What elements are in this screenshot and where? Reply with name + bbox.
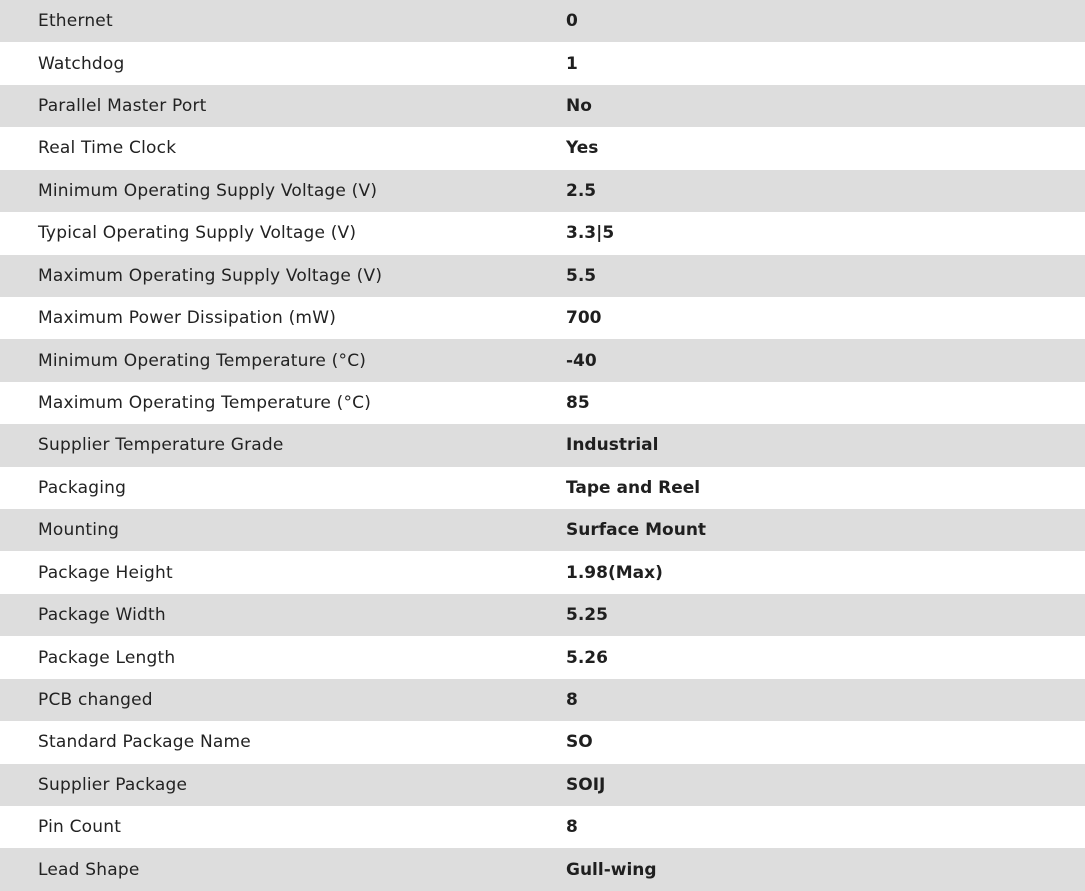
spec-value: 8 <box>566 689 578 710</box>
spec-value: 5.26 <box>566 647 608 668</box>
spec-row-standard-package-name <box>0 721 1085 763</box>
spec-name: Standard Package Name <box>38 732 251 753</box>
spec-value: 5.5 <box>566 265 597 286</box>
spec-value: Surface Mount <box>566 520 707 541</box>
spec-name: Supplier Temperature Grade <box>38 435 284 456</box>
spec-value: SO <box>566 732 593 753</box>
spec-row-min-operating-temperature <box>0 339 1085 381</box>
spec-value: 3.3|5 <box>566 223 615 244</box>
spec-row-mounting <box>0 509 1085 551</box>
spec-name: Packaging <box>38 477 127 498</box>
spec-name: Pin Count <box>38 817 122 838</box>
spec-name: Maximum Operating Temperature (°C) <box>38 393 372 413</box>
spec-value: Tape and Reel <box>566 477 701 498</box>
spec-row-supplier-temperature-grade <box>0 424 1085 466</box>
spec-row-max-power-dissipation <box>0 297 1085 339</box>
spec-value: Yes <box>566 138 599 159</box>
spec-value: 5.25 <box>566 605 608 626</box>
spec-row-package-width <box>0 594 1085 636</box>
spec-value: No <box>566 96 592 117</box>
spec-row-packaging <box>0 467 1085 509</box>
spec-name: Maximum Power Dissipation (mW) <box>38 308 337 329</box>
spec-name: Real Time Clock <box>38 138 177 159</box>
spec-name: Package Length <box>38 647 176 668</box>
spec-name: Supplier Package <box>38 774 188 795</box>
spec-name: Maximum Operating Supply Voltage (V) <box>38 265 383 286</box>
spec-name: Ethernet <box>38 11 113 32</box>
spec-value: Gull-wing <box>566 859 657 880</box>
spec-name: Lead Shape <box>38 859 140 880</box>
spec-row-lead-shape <box>0 848 1085 890</box>
spec-name: Typical Operating Supply Voltage (V) <box>38 223 357 244</box>
spec-name: PCB changed <box>38 689 153 710</box>
spec-row-pin-count <box>0 806 1085 848</box>
spec-value: 1 <box>566 53 578 74</box>
spec-name: Minimum Operating Temperature (°C) <box>38 350 367 371</box>
spec-row-pcb-changed <box>0 679 1085 721</box>
spec-name: Package Width <box>38 605 166 626</box>
spec-value: 700 <box>566 308 602 329</box>
spec-row-real-time-clock <box>0 127 1085 169</box>
spec-row-max-supply-voltage <box>0 255 1085 297</box>
spec-value: -40 <box>566 350 597 371</box>
spec-row-max-operating-temperature <box>0 382 1085 424</box>
spec-row-parallel-master-port <box>0 85 1085 127</box>
spec-name: Mounting <box>38 520 120 541</box>
spec-row-min-supply-voltage <box>0 170 1085 212</box>
spec-value: Industrial <box>566 435 659 456</box>
spec-row-package-height <box>0 551 1085 593</box>
spec-value: 0 <box>566 11 578 32</box>
spec-row-watchdog <box>0 42 1085 84</box>
spec-value: SOIJ <box>566 774 606 795</box>
spec-row-supplier-package <box>0 764 1085 806</box>
spec-value: 85 <box>566 393 590 413</box>
spec-row-ethernet <box>0 0 1085 42</box>
spec-value: 8 <box>566 817 578 838</box>
spec-value: 2.5 <box>566 180 597 201</box>
spec-row-typical-supply-voltage <box>0 212 1085 254</box>
spec-name: Minimum Operating Supply Voltage (V) <box>38 180 378 201</box>
spec-name: Package Height <box>38 562 173 583</box>
spec-name: Parallel Master Port <box>38 96 207 117</box>
spec-name: Watchdog <box>38 53 125 74</box>
spec-value: 1.98(Max) <box>566 562 663 583</box>
spec-row-package-length <box>0 636 1085 678</box>
